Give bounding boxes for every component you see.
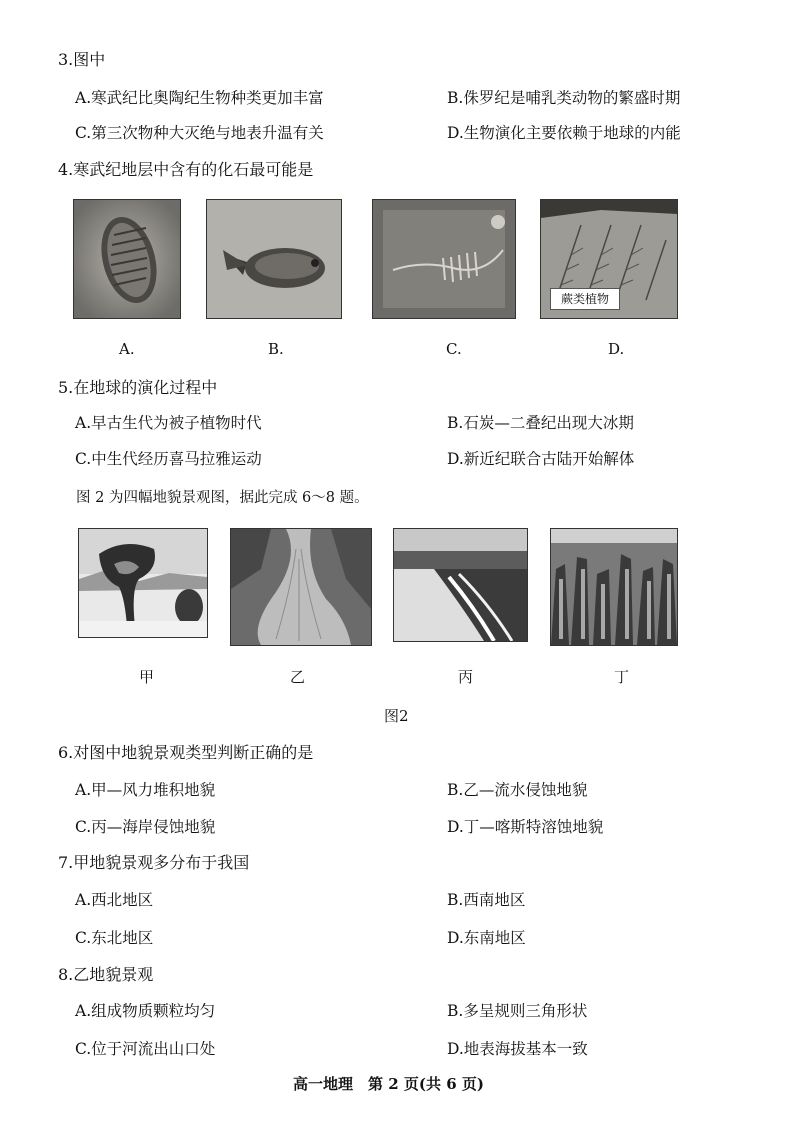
q4-stem: 4.寒武纪地层中含有的化石最可能是 xyxy=(58,160,314,179)
q6-option-a: A.甲—风力堆积地貌 xyxy=(75,781,216,799)
landform-bing-image xyxy=(393,528,528,642)
q3-stem: 3.图中 xyxy=(58,50,106,69)
q5-option-c: C.中生代经历喜马拉雅运动 xyxy=(75,450,262,468)
q8-option-c: C.位于河流出山口处 xyxy=(75,1040,216,1058)
q7-stem: 7.甲地貌景观多分布于我国 xyxy=(58,853,250,872)
q6-option-c: C.丙—海岸侵蚀地貌 xyxy=(75,818,216,836)
q3-option-d: D.生物演化主要依赖于地球的内能 xyxy=(447,124,681,142)
q7-option-b: B.西南地区 xyxy=(447,891,526,909)
landform-label-ding: 丁 xyxy=(614,668,630,686)
fossil-label-a: A. xyxy=(119,340,135,358)
landform-ding-image xyxy=(550,528,678,646)
fossil-label-b: B. xyxy=(268,340,284,358)
q6-option-b: B.乙—流水侵蚀地貌 xyxy=(447,781,588,799)
fish-fossil-image xyxy=(206,199,342,319)
q5-option-b: B.石炭—二叠纪出现大冰期 xyxy=(447,414,634,432)
landform-label-jia: 甲 xyxy=(139,668,155,686)
fossil-label-d: D. xyxy=(608,340,625,358)
trilobite-fossil-image xyxy=(73,199,181,319)
q8-option-a: A.组成物质颗粒均匀 xyxy=(75,1002,216,1020)
q5-option-a: A.早古生代为被子植物时代 xyxy=(75,414,262,432)
q5-option-d: D.新近纪联合古陆开始解体 xyxy=(447,450,635,468)
q6-option-d: D.丁—喀斯特溶蚀地貌 xyxy=(447,818,604,836)
q7-option-c: C.东北地区 xyxy=(75,929,154,947)
landform-label-bing: 丙 xyxy=(458,668,474,686)
reptile-fossil-image xyxy=(372,199,516,319)
fossil-label-c: C. xyxy=(446,340,462,358)
q8-stem: 8.乙地貌景观 xyxy=(58,965,154,984)
q3-option-b: B.侏罗纪是哺乳类动物的繁盛时期 xyxy=(447,89,681,107)
landform-label-yi: 乙 xyxy=(290,668,306,686)
q3-option-a: A.寒武纪比奥陶纪生物种类更加丰富 xyxy=(75,89,324,107)
figure-caption: 图2 xyxy=(384,707,409,725)
landform-jia-image xyxy=(78,528,208,638)
fern-fossil-image xyxy=(540,199,678,319)
page-footer: 高一地理 第 2 页(共 6 页) xyxy=(293,1075,484,1093)
q8-option-b: B.多呈规则三角形状 xyxy=(447,1002,588,1020)
q5-stem: 5.在地球的演化过程中 xyxy=(58,378,218,397)
q8-option-d: D.地表海拔基本一致 xyxy=(447,1040,588,1058)
q6-stem: 6.对图中地貌景观类型判断正确的是 xyxy=(58,743,314,762)
fern-label: 蕨类植物 xyxy=(550,288,620,310)
figure-intro: 图 2 为四幅地貌景观图，据此完成 6～8 题。 xyxy=(76,490,369,506)
q7-option-a: A.西北地区 xyxy=(75,891,154,909)
q7-option-d: D.东南地区 xyxy=(447,929,526,947)
landform-yi-image xyxy=(230,528,372,646)
q3-option-c: C.第三次物种大灭绝与地表升温有关 xyxy=(75,124,324,142)
